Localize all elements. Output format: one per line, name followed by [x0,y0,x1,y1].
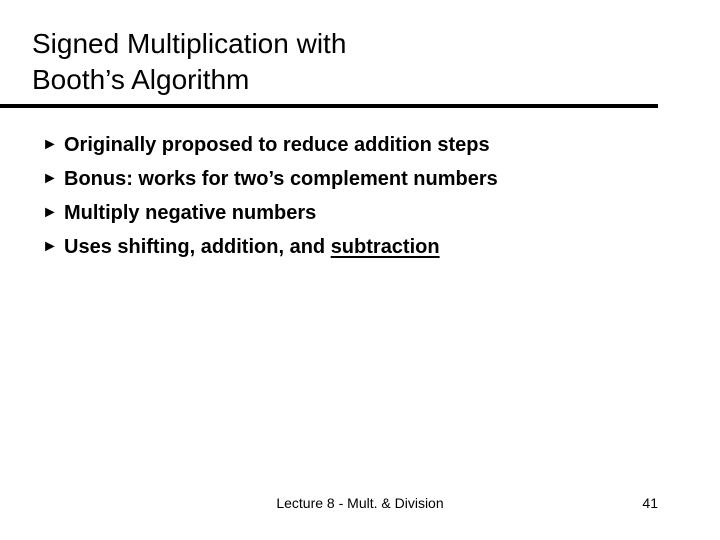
slide-title [32,26,652,98]
triangle-bullet-icon: ► [42,238,58,255]
bullet-text-2: Bonus: works for two’s complement numbers [64,168,498,190]
bullet-item-3 [42,196,498,230]
title-divider-rule [0,104,658,108]
bullet-item-1 [42,128,498,162]
bullet-item-2 [42,162,498,196]
page-number: 41 [642,495,658,511]
bullet-item-4 [42,230,498,264]
bullet-text-4 [64,230,440,264]
triangle-bullet-icon: ► [42,136,58,153]
bullet-list [42,128,498,264]
slide-title-line-2: Booth’s Algorithm [32,64,250,95]
bullet-text-3: Multiply negative numbers [64,202,317,224]
triangle-bullet-icon: ► [42,204,58,221]
triangle-bullet-icon: ► [42,170,58,187]
bullet-text-1: Originally proposed to reduce addition steps [64,134,490,156]
underlined-subtraction-text: subtraction [330,236,440,258]
slide-title-line-1: Signed Multiplication with [32,28,347,59]
footer-lecture-label: Lecture 8 - Mult. & Division [276,495,444,511]
bullet-text-4-prefix: Uses shifting, addition, and [64,236,331,258]
